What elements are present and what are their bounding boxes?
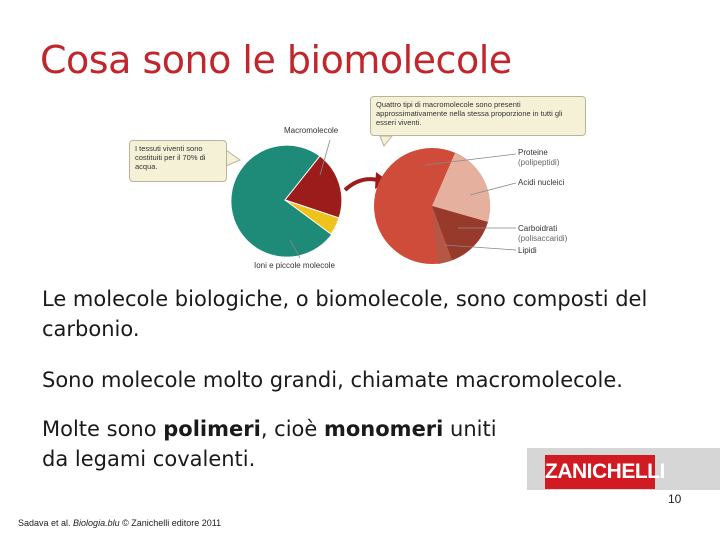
label-ioni: Ioni e piccole molecole	[254, 261, 335, 270]
label-macromolecole: Macromolecole	[284, 126, 339, 135]
p3-text-1: Molte sono	[42, 417, 164, 441]
footer-book: Biologia.blu	[73, 518, 120, 528]
macromolecules-callout: Quattro tipi di macromolecole sono presenti approssimativamente nella stessa proporzione in tutti gli esseri viventi.	[370, 96, 586, 136]
label-proteine: Proteine	[518, 148, 548, 157]
footer-prefix: Sadava et al.	[18, 518, 74, 528]
label-proteine-sub: (polipeptidi)	[518, 158, 560, 167]
term-polimeri: polimeri	[163, 417, 261, 441]
page-number: 10	[668, 492, 682, 506]
label-acidi: Acidi nucleici	[518, 178, 565, 187]
label-carboidrati-sub: (polisaccaridi)	[518, 234, 568, 243]
footer-credit	[18, 518, 221, 528]
paragraph-2: Sono molecole molto grandi, chiamate macromolecole.	[42, 368, 623, 392]
arrow-icon	[345, 179, 378, 190]
label-carboidrati: Carboidrati	[518, 224, 558, 233]
paragraph-1: Le molecole biologiche, o biomolecole, sono composti del carbonio.	[42, 287, 648, 341]
zanichelli-logo: ZANICHELLI	[545, 455, 655, 489]
p3-text-3: uniti da legami covalenti.	[42, 417, 497, 471]
term-monomeri: monomeri	[324, 417, 444, 441]
water-callout: I tessuti viventi sono costituiti per il 70% di acqua.	[129, 140, 227, 182]
p3-text-2: , cioè	[260, 417, 324, 441]
slide-title: Cosa sono le biomolecole	[40, 38, 512, 82]
footer-suffix: © Zanichelli editore 2011	[119, 518, 222, 528]
paragraph-3	[42, 414, 512, 474]
label-lipidi: Lipidi	[518, 246, 537, 255]
